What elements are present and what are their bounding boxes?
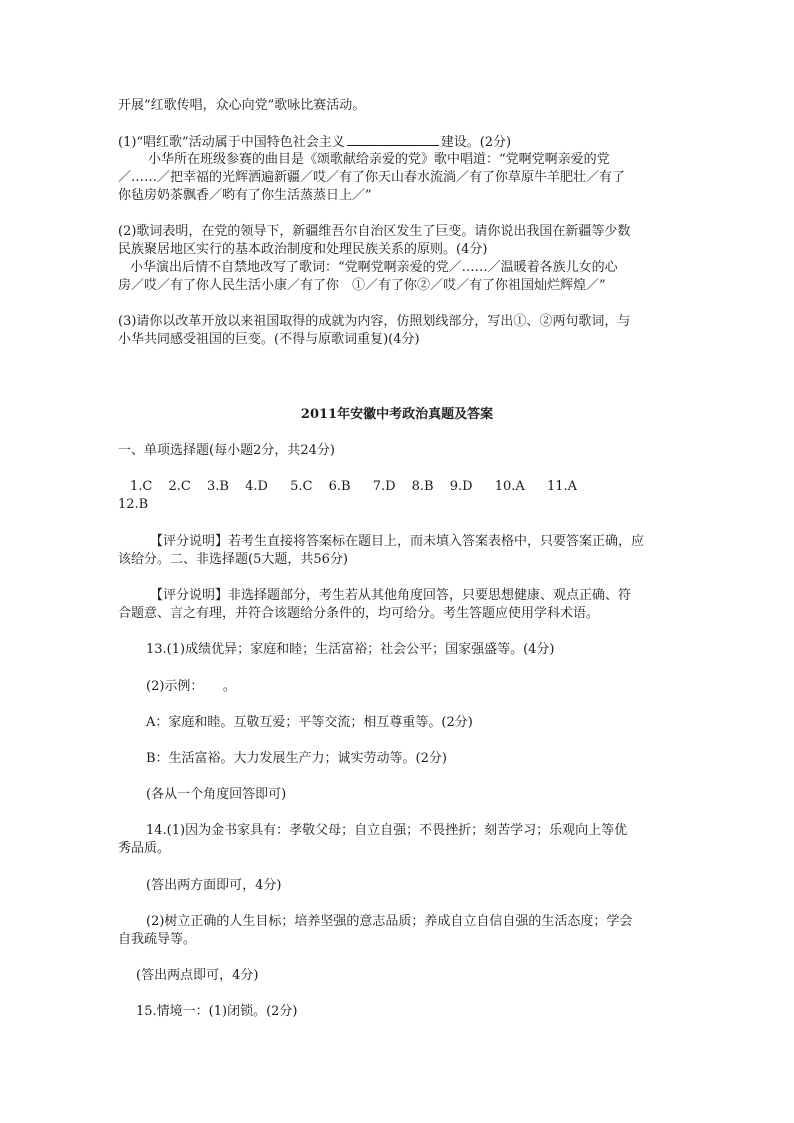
q2-line: 小华演出后情不自禁地改写了歌词：“党啊党啊亲爱的党／……／温暖着各族儿女的心 [130,260,618,275]
mcq-answer: 3.B [207,479,229,494]
q1-suffix: 建设。(2分) [440,135,512,150]
answer-13-line: 13.(1)成绩优异；家庭和睦；生活富裕；社会公平；国家强盛等。(4分) [146,642,555,657]
q3-line: (3)请你以改革开放以来祖国取得的成就为内容，仿照划线部分，写出①、②两句歌词，与 [118,314,631,329]
answer-13-line: (2)示例： 。 [146,679,236,694]
note1-line: 【评分说明】若考生直接将答案标在题目上，而未填入答案表格中，只要答案正确，应 [150,534,645,549]
mcq-answer: 2.C [168,479,191,494]
note2-line: 【评分说明】非选择题部分，考生若从其他角度回答，只要思想健康、观点正确、符 [150,588,632,603]
q2-line: 房／哎／有了你人民生活小康／有了你 ①／有了你②／哎／有了你祖国灿烂辉煌／” [118,278,606,293]
q1-song-line: 小华所在班级参赛的曲目是《颂歌献给亲爱的党》歌中唱道：“党啊党啊亲爱的党 [148,152,610,167]
answer-13-line: B：生活富裕。大力发展生产力；诚实劳动等。(2分) [146,751,447,766]
q3-line: 小华共同感受祖国的巨变。(不得与原歌词重复)(4分) [118,332,420,347]
answer-14-line: (答出两方面即可，4分) [146,878,282,893]
answer-13-line: (各从一个角度回答即可) [146,787,287,802]
mcq-answer: 12.B [118,497,149,512]
mcq-answer: 4.D [245,479,268,494]
mcq-answer: 8.B [411,479,434,494]
answer-14-line: (2)树立正确的人生目标；培养坚强的意志品质；养成自立自信自强的生活态度；学会 [146,914,633,929]
answer-14-line: (答出两点即可，4分) [136,968,259,983]
q2-line: 民族聚居地区实行的基本政治制度和处理民族关系的原则。(4分) [118,242,488,257]
mcq-answer: 10.A [494,479,525,494]
answer-14-line: 14.(1)因为金书家具有：孝敬父母；自立自强；不畏挫折；刻苦学习；乐观向上等优 [146,823,628,838]
q1-song-line: ／……／把幸福的光辉洒遍新疆／哎／有了你天山春水流淌／有了你草原牛羊肥壮／有了 [118,170,626,185]
q2-line: (2)歌词表明，在党的领导下，新疆维吾尔自治区发生了巨变。请你说出我国在新疆等少数 [118,224,631,239]
answers-title: 2011年安徽中考政治真题及答案 [300,407,494,422]
mcq-answer: 7.D [372,479,396,494]
answer-14-line: 秀品质。 [118,841,171,856]
intro-line: 开展“红歌传唱，众心向党”歌咏比赛活动。 [118,98,366,113]
answer-14-line: 自我疏导等。 [118,932,197,947]
mcq-answer: 5.C [290,479,313,494]
mcq-answer: 1.C [130,479,153,494]
mcq-answers-row [130,477,589,497]
mcq-answer: 11.A [546,479,577,494]
answer-15-line: 15.情境一：(1)闭锁。(2分) [136,1004,298,1019]
section1-heading: 一、单项选择题(每小题2分，共24分) [118,443,335,458]
note1-line: 该给分。二、非选择题(5大题，共56分) [118,552,348,567]
mcq-answer: 9.D [449,479,473,494]
answer-blank [347,132,439,146]
q1-song-line: 你毡房奶茶飘香／哟有了你生活蒸蒸日上／” [118,188,372,203]
mcq-answer: 6.B [328,479,351,494]
answer-13-line: A：家庭和睦。互敬互爱；平等交流；相互尊重等。(2分) [146,715,473,730]
q1-prefix: (1)“唱红歌”活动属于中国特色社会主义 [118,135,345,150]
note2-line: 合题意、言之有理，并符合该题给分条件的，均可给分。考生答题应使用学科术语。 [118,606,600,621]
